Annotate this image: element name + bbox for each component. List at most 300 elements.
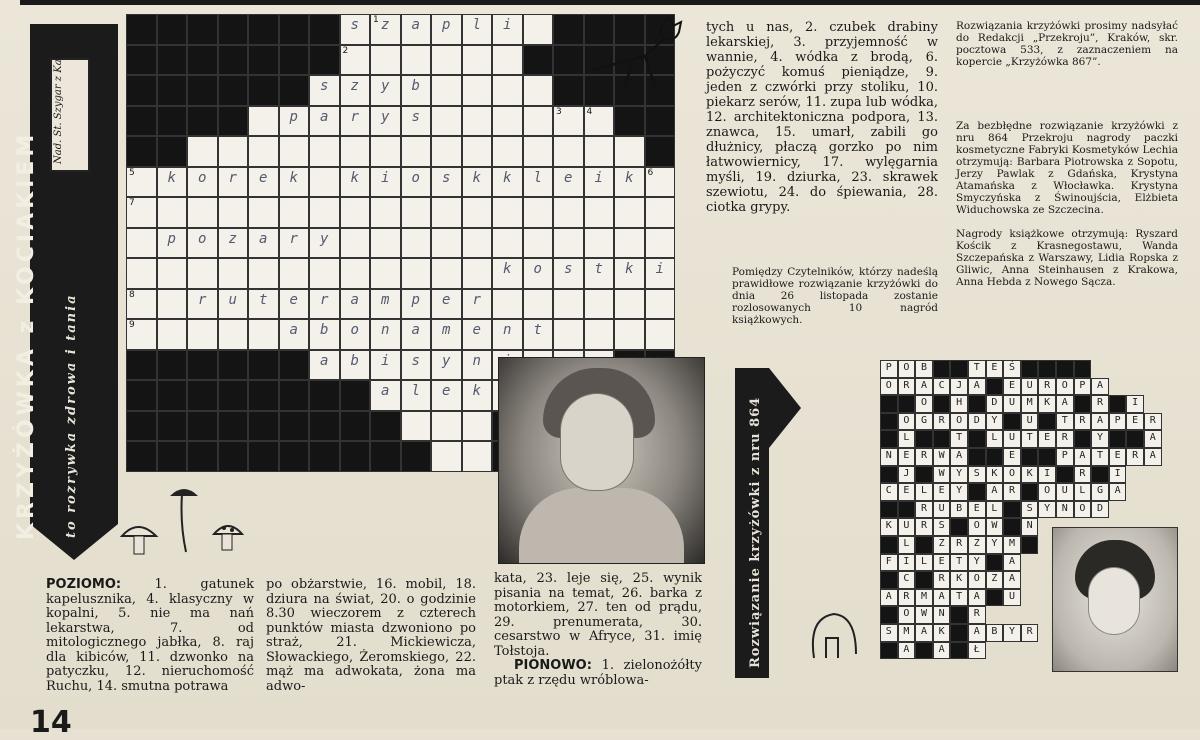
crossword-cell[interactable] (492, 136, 523, 167)
crossword-cell[interactable] (187, 136, 218, 167)
crossword-cell[interactable] (462, 319, 493, 350)
crossword-cell[interactable] (645, 197, 676, 228)
solution-letter: A (1149, 432, 1156, 444)
crossword-cell[interactable] (309, 319, 340, 350)
solution-letter: L (903, 432, 910, 444)
solution-cell (1003, 554, 1021, 572)
solution-cell (986, 501, 1004, 519)
solution-block (915, 536, 933, 554)
crossword-cell[interactable] (523, 136, 554, 167)
handwritten-letter: e (564, 169, 573, 186)
solution-letter: U (903, 520, 910, 532)
crossword-cell[interactable] (218, 228, 249, 259)
solution-letter: H (956, 397, 963, 409)
crossword-cell[interactable] (126, 197, 157, 228)
solution-cell (898, 518, 916, 536)
crossword-cell[interactable] (431, 197, 462, 228)
mushrooms-doodle-icon (118, 478, 258, 560)
crossword-cell[interactable] (279, 136, 310, 167)
crossword-cell[interactable] (370, 258, 401, 289)
solution-letter: A (1008, 573, 1015, 585)
solution-cell (1021, 466, 1039, 484)
crossword-cell[interactable] (584, 197, 615, 228)
solution-letter: P (1114, 414, 1121, 426)
handwritten-letter: a (350, 291, 359, 308)
crossword-cell[interactable] (492, 289, 523, 320)
solution-cell (915, 589, 933, 607)
solution-cell (968, 624, 986, 642)
crossword-cell[interactable] (431, 106, 462, 137)
solution-letter: C (938, 379, 945, 391)
crossword-cell[interactable] (401, 319, 432, 350)
crossword-cell[interactable] (340, 75, 371, 106)
handwritten-letter: m (442, 322, 451, 338)
crossword-cell[interactable] (401, 258, 432, 289)
crossword-cell[interactable] (431, 45, 462, 76)
crossword-cell[interactable] (553, 289, 584, 320)
solution-block (1074, 360, 1092, 378)
crossword-cell[interactable] (492, 319, 523, 350)
crossword-cell[interactable] (492, 14, 523, 45)
crossword-cell[interactable] (614, 258, 645, 289)
crossword-cell[interactable] (187, 289, 218, 320)
crossword-cell[interactable] (584, 136, 615, 167)
crossword-cell[interactable] (492, 106, 523, 137)
crossword-cell[interactable] (523, 228, 554, 259)
crossword-cell[interactable] (370, 228, 401, 259)
crossword-cell[interactable] (431, 228, 462, 259)
crossword-block (309, 380, 340, 411)
solution-cell (1144, 430, 1162, 448)
handwritten-letter: e (442, 291, 451, 308)
solution-letter: D (1096, 502, 1103, 514)
cat-doodle-icon (585, 16, 690, 91)
crossword-cell[interactable] (370, 75, 401, 106)
crossword-block (309, 45, 340, 76)
crossword-cell[interactable] (523, 14, 554, 45)
crossword-cell[interactable] (462, 228, 493, 259)
crossword-cell[interactable] (126, 167, 157, 198)
crossword-cell[interactable] (462, 167, 493, 198)
crossword-cell[interactable] (431, 319, 462, 350)
crossword-cell[interactable] (553, 258, 584, 289)
solution-letter: A (973, 626, 980, 637)
crossword-cell[interactable] (645, 319, 676, 350)
crossword-block (157, 136, 188, 167)
crossword-cell[interactable] (523, 258, 554, 289)
crossword-cell[interactable] (431, 258, 462, 289)
crossword-cell[interactable] (462, 14, 493, 45)
crossword-cell[interactable] (462, 411, 493, 442)
crossword-block (279, 45, 310, 76)
solution-cell (1003, 448, 1021, 466)
crossword-cell[interactable] (370, 167, 401, 198)
crossword-cell[interactable] (584, 289, 615, 320)
solution-cell (950, 430, 968, 448)
crossword-cell[interactable] (492, 167, 523, 198)
solution-letter: K (938, 626, 945, 637)
solution-cell (898, 413, 916, 431)
handwritten-letter: k (289, 169, 298, 186)
page-number: 14 (30, 705, 72, 740)
crossword-cell[interactable] (340, 106, 371, 137)
solution-block (1126, 430, 1144, 448)
solution-cell (880, 360, 898, 378)
crossword-cell[interactable] (248, 167, 279, 198)
solution-cell (1109, 413, 1127, 431)
crossword-cell[interactable] (401, 228, 432, 259)
solution-cell (1003, 571, 1021, 589)
crossword-cell[interactable] (218, 258, 249, 289)
crossword-cell[interactable] (401, 380, 432, 411)
handwritten-letter: e (442, 383, 451, 399)
crossword-cell[interactable] (370, 289, 401, 320)
solution-letter: R (938, 573, 945, 585)
solution-letter: Z (991, 573, 998, 585)
crossword-cell[interactable] (431, 411, 462, 442)
solution-letter: P (885, 362, 892, 373)
crossword-cell[interactable] (553, 228, 584, 259)
solution-cell (1056, 448, 1074, 466)
crossword-cell[interactable] (340, 45, 371, 76)
crossword-cell[interactable] (187, 258, 218, 289)
crossword-cell[interactable] (279, 319, 310, 350)
crossword-cell[interactable] (279, 197, 310, 228)
crossword-cell[interactable] (279, 106, 310, 137)
crossword-cell[interactable] (370, 350, 401, 381)
crossword-cell[interactable] (370, 380, 401, 411)
crossword-cell[interactable] (431, 136, 462, 167)
crossword-block (218, 380, 249, 411)
crossword-cell[interactable] (309, 167, 340, 198)
crossword-cell[interactable] (614, 289, 645, 320)
send-info: Rozwiązania krzyżówki prosimy nadsyłać do Redakcji „Przekroju”, Kraków, skr. pocztowa 533, z zaznaczeniem na kopercie „Krzyżówka 867”. (956, 20, 1178, 68)
solution-cell (1109, 448, 1127, 466)
solution-cell (950, 483, 968, 501)
crossword-cell[interactable] (462, 106, 493, 137)
crossword-block (248, 380, 279, 411)
crossword-cell[interactable] (279, 167, 310, 198)
crossword-block (279, 411, 310, 442)
crossword-cell[interactable] (370, 14, 401, 45)
handwritten-letter: k (167, 169, 176, 186)
solution-letter: R (1096, 397, 1103, 409)
crossword-cell[interactable] (401, 167, 432, 198)
crossword-cell[interactable] (248, 289, 279, 320)
solution-letter: J (903, 467, 910, 479)
crossword-cell[interactable] (401, 45, 432, 76)
crossword-cell[interactable] (492, 228, 523, 259)
crossword-cell[interactable] (187, 228, 218, 259)
solution-letter: A (938, 643, 945, 655)
crossword-cell[interactable] (462, 197, 493, 228)
crossword-cell[interactable] (340, 167, 371, 198)
crossword-cell[interactable] (431, 14, 462, 45)
crossword-cell[interactable] (462, 136, 493, 167)
crossword-cell[interactable] (431, 380, 462, 411)
crossword-cell[interactable] (248, 136, 279, 167)
crossword-cell[interactable] (370, 45, 401, 76)
solution-cell (898, 430, 916, 448)
crossword-cell[interactable] (401, 289, 432, 320)
solution-letter: E (1132, 414, 1139, 426)
solution-cell (1091, 430, 1109, 448)
crossword-cell[interactable] (645, 289, 676, 320)
solution-cell (950, 589, 968, 607)
crossword-cell[interactable] (218, 167, 249, 198)
crossword-cell[interactable] (462, 75, 493, 106)
crossword-cell[interactable] (401, 14, 432, 45)
crossword-cell[interactable] (370, 197, 401, 228)
crossword-cell[interactable] (584, 106, 615, 137)
handwritten-letter: a (381, 383, 390, 399)
crossword-cell[interactable] (309, 228, 340, 259)
solution-cell (1021, 501, 1039, 519)
crossword-cell[interactable] (645, 228, 676, 259)
crossword-cell[interactable] (553, 319, 584, 350)
crossword-cell[interactable] (431, 289, 462, 320)
solution-letter: D (991, 397, 998, 409)
crossword-cell[interactable] (157, 319, 188, 350)
crossword-cell[interactable] (248, 228, 279, 259)
solution-letter: T (956, 432, 963, 444)
crossword-cell[interactable] (218, 319, 249, 350)
solution-cell (933, 571, 951, 589)
author-box (50, 31, 90, 172)
crossword-cell[interactable] (157, 167, 188, 198)
crossword-cell[interactable] (340, 136, 371, 167)
solution-letter: O (903, 362, 910, 373)
crossword-block (187, 106, 218, 137)
crossword-cell[interactable] (523, 75, 554, 106)
solution-cell (880, 624, 898, 642)
crossword-cell[interactable] (462, 45, 493, 76)
crossword-cell[interactable] (309, 350, 340, 381)
crossword-cell[interactable] (218, 289, 249, 320)
solution-letter: R (1149, 414, 1156, 426)
clue-number: 9 (129, 320, 135, 330)
crossword-cell[interactable] (187, 319, 218, 350)
clue-number: 6 (647, 167, 654, 178)
crossword-cell[interactable] (462, 380, 493, 411)
crossword-block (553, 45, 584, 76)
crossword-cell[interactable] (553, 106, 584, 137)
solution-cell (933, 606, 951, 624)
crossword-cell[interactable] (340, 14, 371, 45)
crossword-cell[interactable] (370, 106, 401, 137)
crossword-cell[interactable] (401, 75, 432, 106)
handwritten-letter: o (198, 169, 207, 186)
handwritten-letter: a (259, 230, 268, 247)
crossword-cell[interactable] (340, 258, 371, 289)
solution-cell (915, 378, 933, 396)
solution-letter: M (1008, 538, 1015, 549)
crossword-cell[interactable] (187, 197, 218, 228)
solution-block (1038, 360, 1056, 378)
crossword-block (187, 350, 218, 381)
solution-letter: R (903, 590, 910, 602)
solution-cell (1056, 501, 1074, 519)
crossword-cell[interactable] (492, 258, 523, 289)
author-line-1: Nad. St. Szygar z Katowic (53, 31, 64, 164)
solution-cell (986, 395, 1004, 413)
crossword-cell[interactable] (584, 228, 615, 259)
crossword-cell[interactable] (370, 136, 401, 167)
solution-block (1021, 360, 1039, 378)
handwritten-letter: o (350, 322, 359, 338)
crossword-cell[interactable] (614, 136, 645, 167)
solution-cell (1074, 448, 1092, 466)
crossword-cell[interactable] (462, 441, 493, 472)
solution-letter: D (973, 414, 980, 426)
crossword-cell[interactable] (492, 45, 523, 76)
crossword-cell[interactable] (309, 106, 340, 137)
crossword-cell[interactable] (340, 289, 371, 320)
crossword-cell[interactable] (157, 258, 188, 289)
crossword-cell[interactable] (248, 258, 279, 289)
crossword-cell[interactable] (614, 319, 645, 350)
crossword-block (523, 45, 554, 76)
crossword-cell[interactable] (401, 350, 432, 381)
solution-letter: B (920, 362, 927, 373)
solution-cell (1003, 430, 1021, 448)
crossword-cell[interactable] (431, 441, 462, 472)
solution-letter: R (920, 450, 927, 461)
crossword-cell[interactable] (157, 289, 188, 320)
crossword-cell[interactable] (218, 197, 249, 228)
crossword-cell[interactable] (279, 289, 310, 320)
crossword-cell[interactable] (309, 197, 340, 228)
solution-cell (1003, 378, 1021, 396)
solution-block (968, 448, 986, 466)
solution-block (950, 360, 968, 378)
crossword-cell[interactable] (401, 106, 432, 137)
crossword-block (218, 45, 249, 76)
crossword-cell[interactable] (645, 258, 676, 289)
handwritten-letter: l (472, 17, 481, 33)
crossword-cell[interactable] (492, 197, 523, 228)
solution-cell (968, 501, 986, 519)
solution-cell (915, 413, 933, 431)
solution-block (1038, 448, 1056, 466)
crossword-cell[interactable] (553, 197, 584, 228)
solution-cell (1056, 413, 1074, 431)
solution-letter: I (903, 555, 910, 567)
solution-cell (968, 642, 986, 660)
crossword-cell[interactable] (279, 258, 310, 289)
solution-letter: Y (991, 538, 998, 549)
crossword-cell[interactable] (248, 319, 279, 350)
crossword-cell[interactable] (462, 289, 493, 320)
crossword-cell[interactable] (157, 228, 188, 259)
crossword-cell[interactable] (248, 197, 279, 228)
solution-letter: S (938, 520, 945, 532)
crossword-cell[interactable] (126, 319, 157, 350)
handwritten-letter: n (503, 322, 512, 338)
crossword-cell[interactable] (645, 167, 676, 198)
solution-letter: A (1114, 485, 1121, 497)
crossword-cell[interactable] (309, 75, 340, 106)
solution-letter: B (956, 502, 963, 514)
crossword-cell[interactable] (309, 289, 340, 320)
crossword-cell[interactable] (523, 289, 554, 320)
solution-letter: R (1061, 432, 1068, 444)
crossword-block (126, 106, 157, 137)
solution-letter: O (885, 379, 892, 391)
solution-letter: R (1132, 450, 1139, 461)
solution-cell (1021, 395, 1039, 413)
crossword-block (248, 350, 279, 381)
crossword-cell[interactable] (126, 228, 157, 259)
handwritten-letter: a (320, 108, 329, 125)
crossword-cell[interactable] (431, 350, 462, 381)
crossword-cell[interactable] (126, 289, 157, 320)
crossword-cell[interactable] (279, 228, 310, 259)
solution-letter: U (1026, 379, 1033, 391)
crossword-cell[interactable] (614, 197, 645, 228)
crossword-cell[interactable] (401, 136, 432, 167)
crossword-cell[interactable] (401, 411, 432, 442)
solution-block (986, 378, 1004, 396)
crossword-cell[interactable] (401, 197, 432, 228)
crossword-cell[interactable] (187, 167, 218, 198)
crossword-cell[interactable] (614, 167, 645, 198)
crossword-cell[interactable] (218, 136, 249, 167)
crossword-cell[interactable] (309, 258, 340, 289)
crossword-cell[interactable] (462, 258, 493, 289)
crossword-cell[interactable] (340, 319, 371, 350)
handwritten-letter: s (564, 261, 573, 277)
solution-block (933, 430, 951, 448)
crossword-cell[interactable] (370, 319, 401, 350)
crossword-cell[interactable] (584, 319, 615, 350)
solution-letter: U (1008, 432, 1015, 444)
crossword-cell[interactable] (523, 197, 554, 228)
crossword-cell[interactable] (431, 167, 462, 198)
crossword-cell[interactable] (340, 228, 371, 259)
handwritten-letter: r (320, 291, 329, 308)
crossword-cell[interactable] (431, 75, 462, 106)
handwritten-letter: s (350, 17, 359, 33)
solution-block (880, 413, 898, 431)
solution-cell (1126, 448, 1144, 466)
crossword-cell[interactable] (523, 319, 554, 350)
solution-letter: L (1079, 485, 1086, 497)
crossword-cell[interactable] (126, 258, 157, 289)
solution-letter: Y (1008, 626, 1015, 637)
solution-letter: T (956, 555, 963, 567)
crossword-cell[interactable] (584, 258, 615, 289)
solution-cell (1021, 518, 1039, 536)
crossword-cell[interactable] (614, 228, 645, 259)
crossword-cell[interactable] (340, 197, 371, 228)
crossword-cell[interactable] (248, 106, 279, 137)
crossword-cell[interactable] (553, 167, 584, 198)
crossword-cell[interactable] (523, 106, 554, 137)
crossword-cell[interactable] (340, 350, 371, 381)
crossword-cell[interactable] (309, 136, 340, 167)
crossword-cell[interactable] (553, 136, 584, 167)
crossword-cell[interactable] (523, 167, 554, 198)
handwritten-letter: t (259, 291, 268, 308)
crossword-cell[interactable] (584, 167, 615, 198)
solution-block (1021, 448, 1039, 466)
crossword-cell[interactable] (157, 197, 188, 228)
crossword-cell[interactable] (462, 350, 493, 381)
crossword-cell[interactable] (492, 75, 523, 106)
solution-block (1109, 395, 1127, 413)
solution-block (950, 606, 968, 624)
